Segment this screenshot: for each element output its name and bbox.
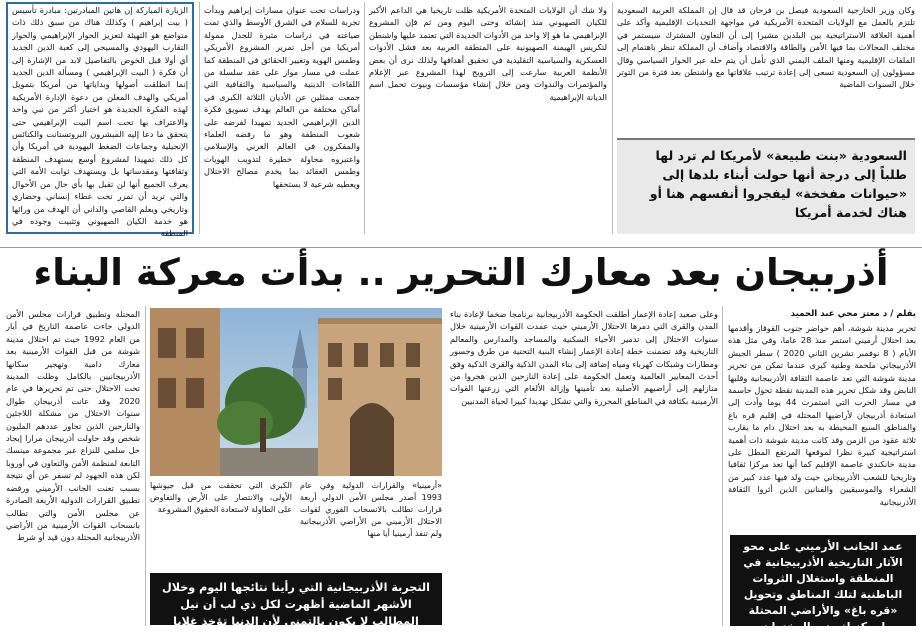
column-left: ودراسات تحت عنوان مسارات إبراهيم وبدأت تجربة للسلام في الشرق الأوسط والذي تمت صياغته في دراسات مثيرة للجدل ممولة أمريكيا من أجل تمرير المشروع الأمريكي وطمس الهوية وتغيير الحقائق في المنطقة كما عملت في مسار مواز على عقد سلسلة من اللقاءات الدينية والسياسية والثقافية التي جمعت ممثلين عن الأديان الثلاثة الكبرى في أماكن مختلفة من العالم بهدف تسويق فكرة الدين الإبراهيمي الجديد تمهيدا لفرضه على شعوب المنطقة وهو ما رفضه العلماء والمفكرون في العالم العربي والإسلامي واعتبروه محاولة خطيرة لتذويب الهويات وطمس العقائد بما يخدم مصالح الاحتلال ويعطيه شرعية لا يستحقها [204,5,360,189]
photo-caption-left: الكبرى التي تحققت من قبل جيوشها الأولى، والانتصار على الأرض والتفاوض على الطاولة لاستعادة الحقوق المشروعة [150,481,292,514]
pull-quote: السعودية «بنت طبيعة» لأمريكا لم ترد لها طلباً إلى درجة أنها حولت أبناء بلدها إلى «حيوانات مفخخة» ليفجروا أنفسهم هنا أو هناك لخدمة أمريكا [617,138,915,234]
column-divider [612,2,613,234]
column-far-left: الزيارة المباركة إن هاتين المبادرتين: مبادرة تأسيس ( بيت إبراهيم ) وكذلك هناك من سبق ذلك ذات متواضع هو التهيئة لتعزيز الحوار الإبراهيمي والحوار التقارب اليهودي والمسيحي إلى كعبة الدين الجديد أي أولا قبل الخوض بالتفاصيل لابد من الإشارة إلى أن فكرة ( البيت الإبراهيمي ) ومسألة الدين الجديد إنما انطلقت أصولها وبداياتها من أمريكا بتمويل أمريكي والهدف المعلن من دعوة الإدارة الأمريكية لهذه الفكرة الجديدة هو اختيار أكثر من نبي واحد والاعتراف بها تحت اسم البيت الإبراهيمي حتى يتحقق ما دعا إليه المبشرون البروتستانت والكنائس الإنجيلية وجماعات الضغط اليهودية في أمريكا وأن كل ذلك تمهيدا لمشروع أوسع يستهدف المنطقة وثقافتها ومقدساتها بل ويستهدف ثوابت الأمة التي يعرف الجميع أنها لن تقبل بها بأي حال من الأحوال والتي تريد أن تمرر تحت غطاء إنساني وحضاري وتاريخي ويعلم القاصي والداني أن الهدف من ورائها هو خدمة الكيان الصهيوني وتثبيت وجوده في المنطقة [12,5,188,239]
photo-caption-right: «أرمينيا» والقرارات الدولية وفي عام 1993 أصدر مجلس الأمن الدولي أربعة قرارات تطالب بالانسحاب الفوري لقوات الاحتلال الأرميني من الأراضي الأذربيجانية ولم تنفذ أرمينيا أيا منها [300,481,442,538]
column-divider [364,2,365,234]
article-column-2: وعلى صعيد إعادة الإعمار أطلقت الحكومة الأذربيجانية برنامجا ضخما لإعادة بناء المدن والقرى التي دمرها الاحتلال الأرميني حيث عمدت القوات الأرمينية خلال سنوات الاحتلال إلى تدمير الأحياء السكنية والمساجد والمدارس والمعالم التاريخية وقد تضمنت خطة إعادة الإعمار إنشاء البنية التحتية من طرق وجسور ومطارات وشبكات كهرباء ومياه إضافة إلى بناء المدن الذكية والقرى الذكية وفق أحدث المعايير العالمية وتعمل الحكومة على إعادة النازحين الذين هجروا من منازلهم إلى أراضيهم الأصلية بعد تأمينها وإزالة الألغام التي زرعتها القوات الأرمينية بكثافة في المناطق المحررة والتي تشكل تهديدا كبيرا لحياة المدنيين [450,309,718,406]
byline: بقلم / د معتز محي عبد الحميد [790,309,916,319]
main-headline: أذربيجان بعد معارك التحرير .. بدأت معركة البناء [0,247,922,297]
photo-illustration [150,308,442,476]
column-middle: ولا شك أن الولايات المتحدة الأمريكية ظلت تاريخيا هي الداعم الأكبر للكيان الصهيوني منذ إنشائه وحتى اليوم ومن ثم فإن المشروع الإبراهيمي ما هو إلا واحد من الأدوات الجديدة التي تعتمد عليها واشنطن لتكريس الهيمنة الصهيونية على المنطقة العربية بعد فشل الأدوات العسكرية والسياسية التقليدية في تحقيق أهدافها ولذلك نرى أن بعض الأنظمة العربية سارعت إلى الترويج لهذا المشروع عبر الإعلام والمؤتمرات والندوات ومن خلال إنشاء مؤسسات وبيوت تحمل اسم الديانة الإبراهيمية [369,5,607,102]
column-divider [722,306,723,626]
highlight-bar: التجربة الأذربيجانية التي رأينا نتائجها اليوم وخلال الأشهر الماضية أظهرت لكل ذي لب أن نيل المطالب لا يكون بالتمني لأن الدنيا تؤخذ غلابا [150,573,442,625]
column-divider [145,306,146,626]
highlight-box: عمد الجانب الأرميني على محو الآثار التاريخية الأذربيجانية في المنطقة واستغلال الثروات الباطنية لتلك المناطق وتحويل «قره باغ» والأراضي المحتلة لمركز لتصدير المخدرات [730,535,916,626]
article-photo-old-city [150,308,442,476]
column-right: وكان وزير الخارجية السعودية فيصل بن فرحان قد قال إن المملكة العربية السعودية تلتزم بالعمل مع الولايات المتحدة الأمريكية في مواجهة التحديات الإقليمية وأكد على أهمية العلاقة الاستراتيجية بين البلدين مشيرا إلى أن التعاون المشترك سيستمر في مختلف المجالات بما فيها الأمن والطاقة والاقتصاد وأضاف أن المملكة تنظر باهتمام إلى الملفات الإقليمية ومنها الملف اليمني الذي تأمل أن يتم حله عبر الحوار السياسي وقال مسؤولون إن السعودية تسعى إلى إعادة ترتيب علاقاتها مع واشنطن بعد فترة من التوتر خلال السنوات الماضية [617,5,915,90]
article-column-1: تحرير مدينة شوشة، أهم حواضر جنوب القوقاز وأقدمها بعد احتلال أرميني استمر منذ 28 عاما، وفي مثل هذه الأيام ( 8 نوفمبر تشرين الثاني 2020 ) سطر الجيش الأذربيجاني ملحمة وطنية كبرى عندما تمكن من تحرير مدينة شوشة التي تعد عاصمة الثقافة الأذربيجانية وقلبها النابض وقد شكل تحرير هذه المدينة نقطة تحول حاسمة في مسار الحرب التي استمرت 44 يوما وأدت إلى استعادة أذربيجان لأراضيها المحتلة في إقليم قره باغ والمناطق السبع المحيطة به بعد احتلال دام ما يقارب ثلاثة عقود من الزمن وقد كانت مدينة شوشة ذات أهمية استراتيجية كبيرة نظرا لموقعها المرتفع المطل على مدينة خانكندي عاصمة الإقليم كما أنها تعد مركزا ثقافيا وتاريخيا للشعب الأذربيجاني حيث ولد فيها عدد كبير من الشعراء والموسيقيين والفنانين الذين أثروا الثقافة الأذربيجانية [728,323,916,507]
column-divider [199,2,200,234]
article-column-left: المحتلة وتطبيق قرارات مجلس الأمن الدولي جاءت عاصمة التاريخ في أيار من العام 1992 حيث تم احتلال مدينة شوشة من قبل القوات الأرمينية بعد معارك دامية وتهجير سكانها الأذربيجانيين بالكامل وظلت المدينة تحت الاحتلال حتى تم تحريرها في عام 2020 وقد عانت أذربيجان طوال سنوات الاحتلال من مشكلة اللاجئين والنازحين الذين تجاوز عددهم المليون شخص وقد حاولت أذربيجان مرارا إيجاد حل سلمي للنزاع عبر مجموعة مينسك التابعة لمنظمة الأمن والتعاون في أوروبا لكن هذه الجهود لم تسفر عن أي نتيجة بسبب تعنت الجانب الأرميني ورفضه تطبيق القرارات الدولية الأربعة الصادرة عن مجلس الأمن والتي تطالب بانسحاب القوات الأرمينية من الأراضي الأذربيجانية المحتلة دون قيد أو شرط [6,309,140,543]
